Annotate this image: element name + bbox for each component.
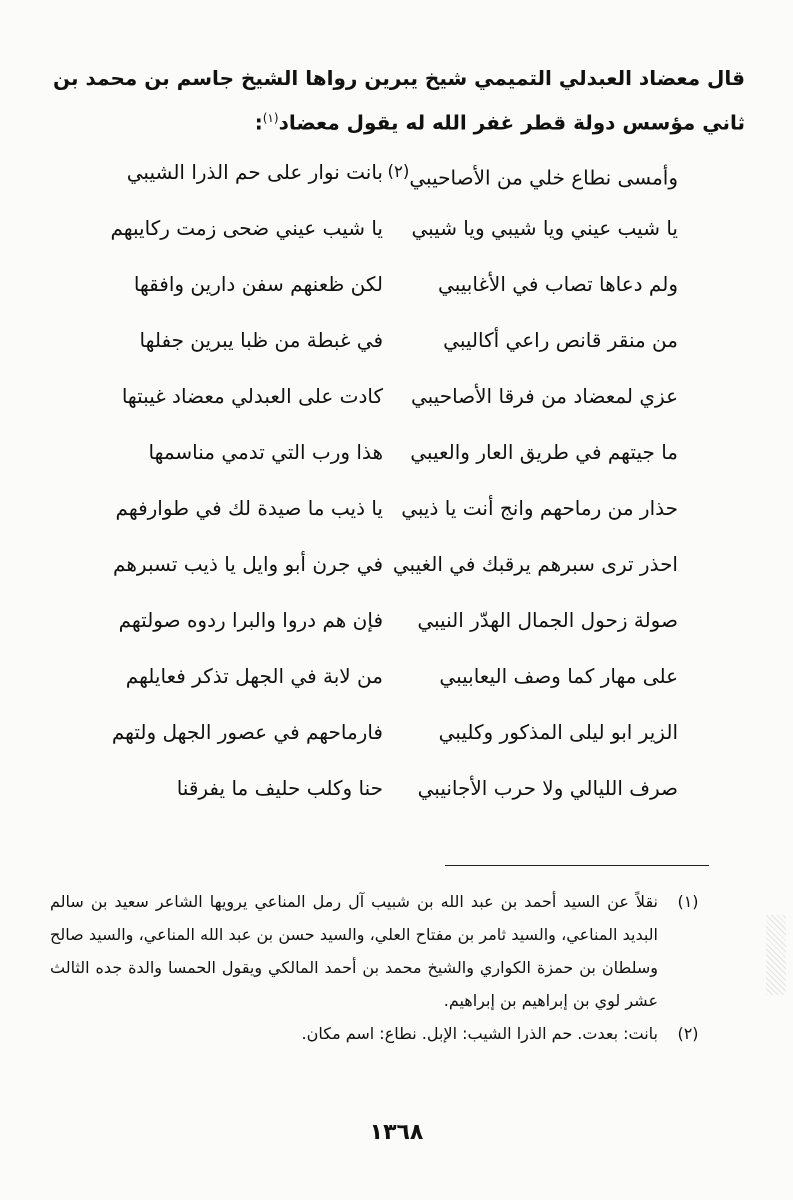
footnote-number: (١) — [677, 892, 699, 911]
verse-line — [0, 766, 793, 822]
footnote-ref-2[interactable]: (٢) — [387, 162, 410, 181]
second-hemistich: عزي لمعضاد من فرقا الأصاحيبي — [410, 384, 678, 408]
first-hemistich: كادت على العبدلي معضاد غيبتها — [121, 384, 383, 408]
verse-line — [0, 150, 793, 206]
second-hemistich: على مهار كما وصف اليعابيبي — [439, 664, 678, 688]
verse-line — [0, 430, 793, 486]
second-hemistich — [387, 150, 678, 200]
first-hemistich: حنا وكلب حليف ما يفرقنا — [176, 776, 383, 800]
verse-line — [0, 486, 793, 542]
verse-line — [0, 654, 793, 710]
first-hemistich: في غبطة من ظبا يبرين جفلها — [139, 328, 383, 352]
first-hemistich: يا ذيب ما صيدة لك في طوارفهم — [115, 496, 383, 520]
first-hemistich: يا شيب عيني ضحى زمت ركايبهم — [110, 216, 383, 240]
footnote-number: (٢) — [677, 1024, 699, 1043]
first-hemistich: بانت نوار على حم الذرا الشيبي — [126, 160, 383, 184]
second-hemistich-text: وأمسى نطاع خلي من الأصاحيبي — [409, 165, 678, 190]
intro-text: قال معضاد العبدلي التميمي شيخ يبرين رواها الشيخ جاسم بن محمد بن ثاني مؤسس دولة قطر غفر الله له يقول معضاد — [53, 66, 745, 135]
second-hemistich: ما جيتهم في طريق العار والعيبي — [410, 440, 678, 464]
second-hemistich: حذار من رماحهم وانج أنت يا ذيبي — [401, 496, 678, 520]
footnote-1 — [0, 885, 793, 1017]
first-hemistich: فإن هم دروا والبرا ردوه صولتهم — [118, 608, 383, 632]
footnote-ref-1[interactable]: (١) — [262, 111, 279, 125]
verse-line — [0, 542, 793, 598]
footnote-separator — [445, 865, 709, 866]
page-number: ١٣٦٨ — [369, 1120, 424, 1145]
intro-colon: : — [254, 110, 263, 135]
footnote-text: بانت: بعدت. حم الذرا الشيب: الإبل. نطاع: اسم مكان. — [301, 1024, 658, 1043]
verse-line — [0, 206, 793, 262]
first-hemistich: هذا ورب التي تدمي مناسمها — [148, 440, 383, 464]
scan-speckle — [766, 915, 786, 995]
footnotes — [0, 885, 793, 1050]
first-hemistich: فارماحهم في عصور الجهل ولتهم — [111, 720, 383, 744]
verse-line — [0, 262, 793, 318]
intro-paragraph — [40, 58, 745, 143]
verse-line — [0, 318, 793, 374]
second-hemistich: الزير ابو ليلى المذكور وكليبي — [438, 720, 678, 744]
second-hemistich: صولة زحول الجمال الهدّر النيبي — [417, 608, 678, 632]
second-hemistich: احذر ترى سبرهم يرقبك في الغيبي — [392, 552, 678, 576]
second-hemistich: من منقر قانص راعي أكاليبي — [443, 328, 678, 352]
second-hemistich: ولم دعاها تصاب في الأغابيبي — [438, 272, 678, 296]
first-hemistich: من لابة في الجهل تذكر فعايلهم — [125, 664, 383, 688]
verse-line — [0, 710, 793, 766]
poem — [0, 150, 793, 822]
footnote-2 — [0, 1017, 793, 1050]
first-hemistich: لكن ظعنهم سفن دارين وافقها — [133, 272, 383, 296]
footnote-text: نقلاً عن السيد أحمد بن عبد الله بن شبيب آل رمل المناعي يرويها الشاعر سعيد بن سالم البديد المناعي، والسيد ثامر بن مفتاح العلي، والسيد حسن بن عبد الله المناعي، والسيد صالح وسلطان بن حمزة الكواري والشيخ محمد بن أحمد المالكي ويقول الحمسا والدة جده الثالث عشر لوي بن إبراهيم بن إبراهيم. — [50, 892, 658, 1010]
verse-line — [0, 598, 793, 654]
first-hemistich: في جرن أبو وايل يا ذيب تسبرهم — [113, 552, 383, 576]
second-hemistich: يا شيب عيني ويا شيبي ويا شيبي — [411, 216, 678, 240]
second-hemistich: صرف الليالي ولا حرب الأجانيبي — [417, 776, 678, 800]
verse-line — [0, 374, 793, 430]
